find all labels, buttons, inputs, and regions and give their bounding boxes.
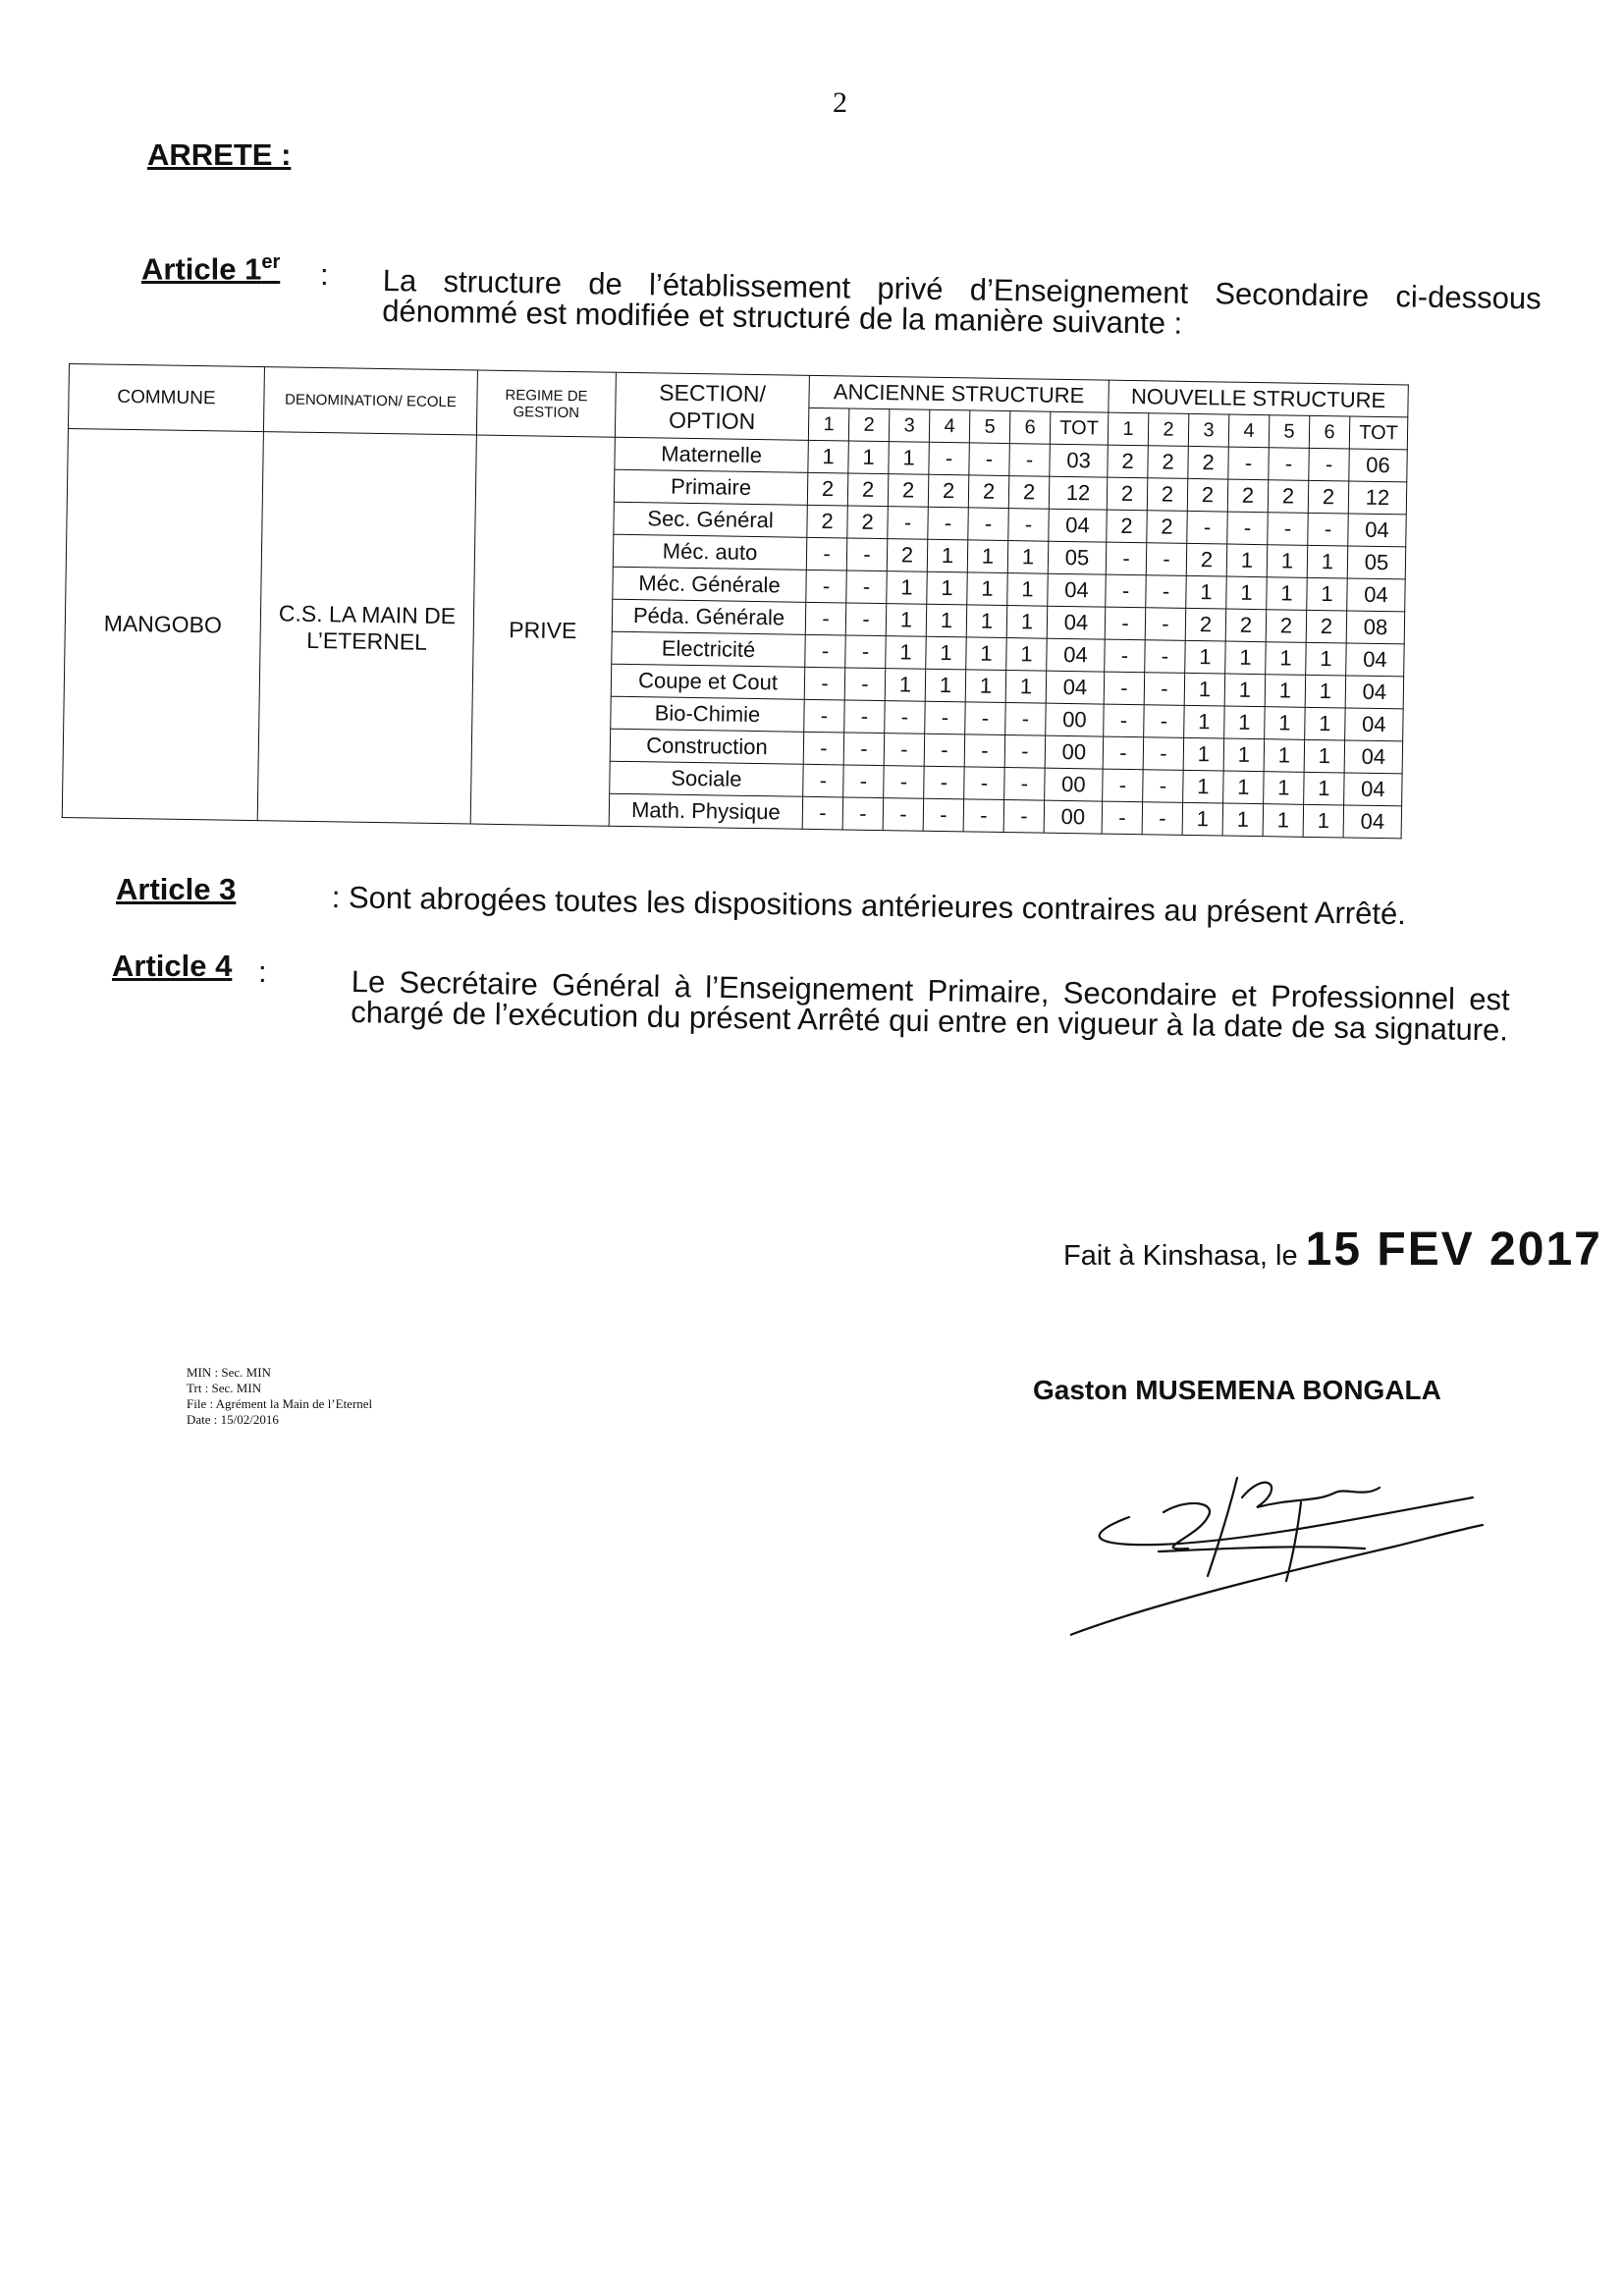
ancienne-grade-cell: 1 (965, 670, 1006, 703)
nouvelle-total-cell: 08 (1346, 611, 1405, 644)
ancienne-grade-cell: - (844, 668, 886, 701)
reference-block (187, 1365, 372, 1428)
nouvelle-grade-cell: 2 (1107, 510, 1148, 543)
option-cell: Bio-Chimie (611, 696, 804, 732)
ancienne-total-cell: 03 (1050, 444, 1109, 477)
option-cell: Primaire (614, 469, 807, 505)
ancienne-grade-cell: - (844, 700, 886, 734)
ancienne-grade-cell: 1 (1007, 541, 1049, 574)
nouvelle-grade-cell: - (1268, 513, 1309, 546)
ancienne-grade-cell: - (929, 442, 970, 475)
nouvelle-grade-cell: - (1309, 448, 1350, 481)
nouvelle-grade-cell: 2 (1306, 610, 1347, 643)
nouvelle-grade-cell: 1 (1224, 674, 1266, 707)
nouvelle-total-cell: 04 (1347, 578, 1406, 612)
structure-table-container (62, 363, 1409, 839)
nouvelle-grade-cell: 1 (1307, 577, 1348, 611)
ancienne-grade-cell: - (845, 603, 887, 636)
nouvelle-total-cell: 05 (1347, 546, 1406, 579)
date-stamp: 15 FEV 2017 (1305, 1224, 1602, 1276)
column-header-ancienne-2: 2 (848, 408, 890, 442)
ancienne-grade-cell: 1 (1007, 573, 1049, 607)
commune-cell: MANGOBO (62, 428, 263, 820)
option-cell: Méc. Générale (613, 567, 806, 602)
nouvelle-grade-cell: - (1143, 770, 1184, 803)
header-section: SECTION/ OPTION (615, 372, 809, 440)
ancienne-grade-cell: 1 (927, 571, 968, 605)
ancienne-grade-cell: - (803, 764, 844, 797)
ancienne-grade-cell: - (888, 507, 929, 540)
option-cell: Sociale (610, 761, 803, 796)
nouvelle-grade-cell: 2 (1225, 609, 1267, 642)
nouvelle-grade-cell: - (1269, 448, 1310, 481)
nouvelle-grade-cell: 2 (1107, 477, 1148, 511)
option-cell: Sec. Général (614, 502, 807, 537)
signatory-name: Gaston MUSEMENA BONGALA (1033, 1375, 1441, 1405)
ancienne-grade-cell: 1 (887, 571, 928, 605)
nouvelle-grade-cell: 1 (1264, 739, 1305, 773)
nouvelle-grade-cell: 1 (1225, 641, 1267, 675)
ancienne-grade-cell: 1 (926, 636, 967, 670)
ancienne-grade-cell: - (923, 798, 964, 832)
ancienne-grade-cell: 2 (847, 473, 889, 507)
ancienne-grade-cell: - (845, 635, 887, 669)
article-3-text: : Sont abrogées toutes les dispositions antérieures contraires au présent Arrêté. (331, 880, 1407, 932)
nouvelle-grade-cell: 2 (1308, 480, 1349, 514)
nouvelle-grade-cell: - (1104, 672, 1145, 705)
ancienne-total-cell: 00 (1044, 800, 1103, 834)
ancienne-grade-cell: - (806, 537, 847, 571)
nouvelle-grade-cell: - (1145, 608, 1186, 641)
nouvelle-grade-cell: - (1105, 607, 1146, 640)
article-1-text: La structure de l’établissement privé d’Enseignement Secondaire ci-dessous dénommé est modifiée et structuré de la manière suivante : (381, 263, 1542, 341)
ancienne-grade-cell: - (1005, 703, 1047, 736)
article-1-colon: : (320, 257, 329, 292)
ancienne-grade-cell: - (846, 571, 888, 604)
nouvelle-grade-cell: 2 (1268, 480, 1309, 514)
nouvelle-grade-cell: 2 (1148, 446, 1189, 479)
ancienne-grade-cell: 2 (847, 506, 889, 539)
reference-line: File : Agrément la Main de l’Eternel (187, 1396, 373, 1411)
ancienne-grade-cell: - (804, 699, 845, 733)
column-header-nouvelle-2: 2 (1148, 413, 1189, 447)
nouvelle-grade-cell: - (1106, 542, 1147, 575)
nouvelle-grade-cell: - (1103, 769, 1144, 802)
option-cell: Péda. Générale (612, 599, 805, 634)
nouvelle-grade-cell: 1 (1226, 576, 1268, 610)
ancienne-grade-cell: 2 (807, 472, 848, 506)
nouvelle-grade-cell: 2 (1147, 511, 1188, 544)
column-header-nouvelle-tot: TOT (1349, 416, 1408, 450)
nouvelle-grade-cell: 1 (1222, 803, 1264, 837)
option-cell: Math. Physique (609, 793, 802, 829)
ancienne-grade-cell: - (1004, 735, 1046, 769)
column-header-nouvelle-1: 1 (1108, 412, 1149, 446)
ancienne-total-cell: 04 (1047, 638, 1106, 672)
ancienne-grade-cell: - (1009, 444, 1051, 477)
option-cell: Maternelle (615, 437, 808, 472)
date-prefix: Fait à Kinshasa, le (1063, 1240, 1298, 1272)
nouvelle-grade-cell: - (1105, 639, 1146, 673)
ancienne-total-cell: 04 (1047, 606, 1106, 639)
nouvelle-grade-cell: 1 (1183, 737, 1224, 771)
nouvelle-total-cell: 04 (1343, 805, 1402, 839)
nouvelle-grade-cell: 1 (1263, 804, 1304, 838)
nouvelle-total-cell: 12 (1348, 481, 1407, 515)
nouvelle-grade-cell: - (1146, 543, 1187, 576)
page-number: 2 (833, 86, 847, 119)
ancienne-total-cell: 05 (1048, 541, 1107, 574)
nouvelle-grade-cell: 2 (1147, 478, 1188, 512)
ancienne-grade-cell: 1 (808, 440, 849, 473)
decree-heading: ARRETE : (147, 137, 292, 172)
ancienne-grade-cell: - (1003, 800, 1045, 834)
nouvelle-grade-cell: - (1144, 673, 1185, 706)
ancienne-total-cell: 12 (1049, 476, 1108, 510)
ancienne-grade-cell: 2 (807, 505, 848, 538)
handwritten-signature (1070, 1458, 1492, 1645)
ancienne-grade-cell: - (969, 443, 1010, 476)
structure-table (62, 363, 1409, 839)
nouvelle-grade-cell: 2 (1188, 446, 1229, 479)
nouvelle-grade-cell: 1 (1226, 544, 1268, 577)
ancienne-grade-cell: - (805, 634, 846, 668)
ancienne-grade-cell: 1 (886, 604, 927, 637)
ancienne-grade-cell: 1 (927, 539, 968, 572)
ancienne-grade-cell: - (1008, 509, 1050, 542)
ancienne-grade-cell: 2 (887, 539, 928, 572)
nouvelle-grade-cell: 1 (1304, 739, 1345, 773)
nouvelle-total-cell: 06 (1349, 449, 1408, 482)
nouvelle-grade-cell: 2 (1186, 543, 1227, 576)
column-header-ancienne-4: 4 (929, 409, 970, 443)
nouvelle-grade-cell: - (1228, 447, 1270, 480)
ancienne-grade-cell: - (846, 538, 888, 571)
reference-line: MIN : Sec. MIN (187, 1365, 271, 1380)
ancienne-grade-cell: 1 (1006, 606, 1048, 639)
option-cell: Coupe et Cout (611, 664, 804, 699)
nouvelle-grade-cell: - (1308, 513, 1349, 546)
ancienne-grade-cell: - (804, 667, 845, 700)
option-cell: Electricité (612, 631, 805, 667)
nouvelle-grade-cell: - (1144, 705, 1185, 738)
ancienne-total-cell: 00 (1045, 735, 1104, 769)
nouvelle-grade-cell: 1 (1303, 804, 1344, 838)
nouvelle-grade-cell: 1 (1224, 706, 1266, 739)
ancienne-grade-cell: - (802, 796, 843, 830)
ancienne-grade-cell: 1 (967, 540, 1008, 573)
ancienne-grade-cell: 1 (1006, 638, 1048, 672)
ancienne-grade-cell: - (924, 734, 965, 767)
nouvelle-grade-cell: - (1143, 737, 1184, 771)
ancienne-grade-cell: - (884, 734, 925, 767)
column-header-nouvelle-3: 3 (1188, 413, 1229, 447)
nouvelle-grade-cell: 1 (1305, 707, 1346, 740)
denomination-cell: C.S. LA MAIN DE L’ETERNEL (257, 432, 476, 824)
ancienne-grade-cell: 1 (966, 637, 1007, 671)
ancienne-total-cell: 04 (1048, 573, 1107, 607)
article-4-text: Le Secrétaire Général à l’Enseignement Primaire, Secondaire et Professionnel est chargé de l’exécution du présent Arrêté qui entre en vigueur à la date de sa signature. (350, 964, 1510, 1048)
column-header-ancienne-6: 6 (1009, 411, 1051, 445)
column-header-ancienne-1: 1 (808, 408, 849, 441)
column-header-nouvelle-6: 6 (1309, 415, 1350, 449)
nouvelle-grade-cell: - (1227, 512, 1269, 545)
nouvelle-grade-cell: 1 (1304, 772, 1345, 805)
ancienne-grade-cell: - (928, 507, 969, 540)
nouvelle-grade-cell: 1 (1264, 772, 1305, 805)
nouvelle-grade-cell: 1 (1223, 738, 1265, 772)
header-nouvelle-structure: NOUVELLE STRUCTURE (1109, 380, 1408, 417)
ancienne-grade-cell: - (806, 570, 847, 603)
ancienne-grade-cell: - (963, 799, 1004, 833)
reference-line: Trt : Sec. MIN (187, 1381, 262, 1395)
nouvelle-grade-cell: 2 (1108, 445, 1149, 478)
ancienne-grade-cell: - (1004, 768, 1046, 801)
nouvelle-grade-cell: - (1103, 736, 1144, 770)
ancienne-grade-cell: 1 (889, 442, 930, 475)
ancienne-grade-cell: - (805, 602, 846, 635)
nouvelle-total-cell: 04 (1348, 514, 1407, 547)
article-4-label: Article 4 (112, 949, 233, 983)
nouvelle-grade-cell: - (1142, 802, 1183, 836)
ancienne-grade-cell: 2 (928, 474, 969, 508)
ancienne-grade-cell: 1 (848, 441, 890, 474)
ancienne-grade-cell: - (964, 767, 1005, 800)
ancienne-grade-cell: - (843, 733, 885, 766)
column-header-ancienne-5: 5 (969, 410, 1010, 444)
nouvelle-grade-cell: 2 (1187, 478, 1228, 512)
ancienne-grade-cell: 1 (925, 669, 966, 702)
nouvelle-total-cell: 04 (1344, 773, 1403, 806)
nouvelle-grade-cell: - (1106, 574, 1147, 608)
ancienne-total-cell: 00 (1045, 768, 1104, 801)
header-ancienne-structure: ANCIENNE STRUCTURE (809, 375, 1109, 412)
nouvelle-grade-cell: 1 (1184, 705, 1225, 738)
nouvelle-grade-cell: 1 (1182, 802, 1223, 836)
ancienne-grade-cell: - (803, 732, 844, 765)
nouvelle-grade-cell: 1 (1305, 675, 1346, 708)
regime-cell: PRIVE (470, 435, 615, 826)
article-3-label: Article 3 (116, 872, 237, 906)
nouvelle-grade-cell: 1 (1267, 577, 1308, 611)
nouvelle-grade-cell: 2 (1227, 479, 1269, 513)
nouvelle-grade-cell: - (1145, 640, 1186, 674)
header-regime: REGIME DE GESTION (476, 370, 616, 437)
ancienne-grade-cell: - (885, 701, 926, 734)
nouvelle-grade-cell: 1 (1185, 640, 1226, 674)
column-header-ancienne-tot: TOT (1050, 411, 1109, 445)
ancienne-grade-cell: - (925, 701, 966, 734)
ancienne-total-cell: 04 (1049, 509, 1108, 542)
nouvelle-grade-cell: 1 (1186, 575, 1227, 609)
ancienne-grade-cell: 2 (888, 474, 929, 508)
header-commune: COMMUNE (68, 364, 264, 432)
ancienne-grade-cell: 1 (966, 605, 1007, 638)
ancienne-grade-cell: - (883, 798, 924, 832)
header-denomination: DENOMINATION/ ECOLE (263, 367, 477, 435)
ancienne-grade-cell: 1 (885, 669, 926, 702)
ancienne-grade-cell: - (964, 734, 1005, 768)
ancienne-grade-cell: - (924, 766, 965, 799)
ancienne-grade-cell: - (968, 508, 1009, 541)
ancienne-grade-cell: 1 (967, 572, 1008, 606)
nouvelle-total-cell: 04 (1345, 708, 1404, 741)
nouvelle-grade-cell: 1 (1307, 545, 1348, 578)
nouvelle-grade-cell: 1 (1306, 642, 1347, 676)
nouvelle-grade-cell: - (1146, 575, 1187, 609)
nouvelle-grade-cell: - (1104, 704, 1145, 737)
ancienne-grade-cell: 2 (1008, 476, 1050, 510)
nouvelle-grade-cell: 1 (1223, 771, 1265, 804)
nouvelle-grade-cell: 1 (1183, 770, 1224, 803)
nouvelle-grade-cell: 1 (1267, 545, 1308, 578)
nouvelle-grade-cell: 1 (1184, 673, 1225, 706)
column-header-ancienne-3: 3 (889, 409, 930, 443)
column-header-nouvelle-5: 5 (1269, 415, 1310, 449)
nouvelle-grade-cell: - (1187, 511, 1228, 544)
ancienne-grade-cell: - (884, 766, 925, 799)
nouvelle-grade-cell: - (1102, 801, 1143, 835)
article-4-colon: : (258, 954, 267, 989)
ancienne-grade-cell: - (843, 765, 885, 798)
ancienne-grade-cell: - (842, 797, 884, 831)
option-cell: Méc. auto (613, 534, 806, 570)
nouvelle-total-cell: 04 (1346, 643, 1405, 677)
nouvelle-grade-cell: 1 (1266, 642, 1307, 676)
nouvelle-grade-cell: 1 (1265, 707, 1306, 740)
nouvelle-total-cell: 04 (1345, 676, 1404, 709)
article-1-label: Article 1er (141, 251, 281, 287)
option-cell: Construction (610, 729, 803, 764)
date-line (1063, 1223, 1602, 1277)
ancienne-grade-cell: 2 (968, 475, 1009, 509)
nouvelle-grade-cell: 1 (1265, 675, 1306, 708)
column-header-nouvelle-4: 4 (1228, 414, 1270, 448)
ancienne-total-cell: 00 (1046, 703, 1105, 736)
ancienne-grade-cell: - (965, 702, 1006, 735)
nouvelle-grade-cell: 2 (1266, 610, 1307, 643)
ancienne-grade-cell: 1 (926, 604, 967, 637)
ancienne-total-cell: 04 (1046, 671, 1105, 704)
ancienne-grade-cell: 1 (1005, 671, 1047, 704)
ancienne-grade-cell: 1 (886, 636, 927, 670)
nouvelle-grade-cell: 2 (1185, 608, 1226, 641)
nouvelle-total-cell: 04 (1344, 740, 1403, 774)
reference-line: Date : 15/02/2016 (187, 1412, 279, 1427)
